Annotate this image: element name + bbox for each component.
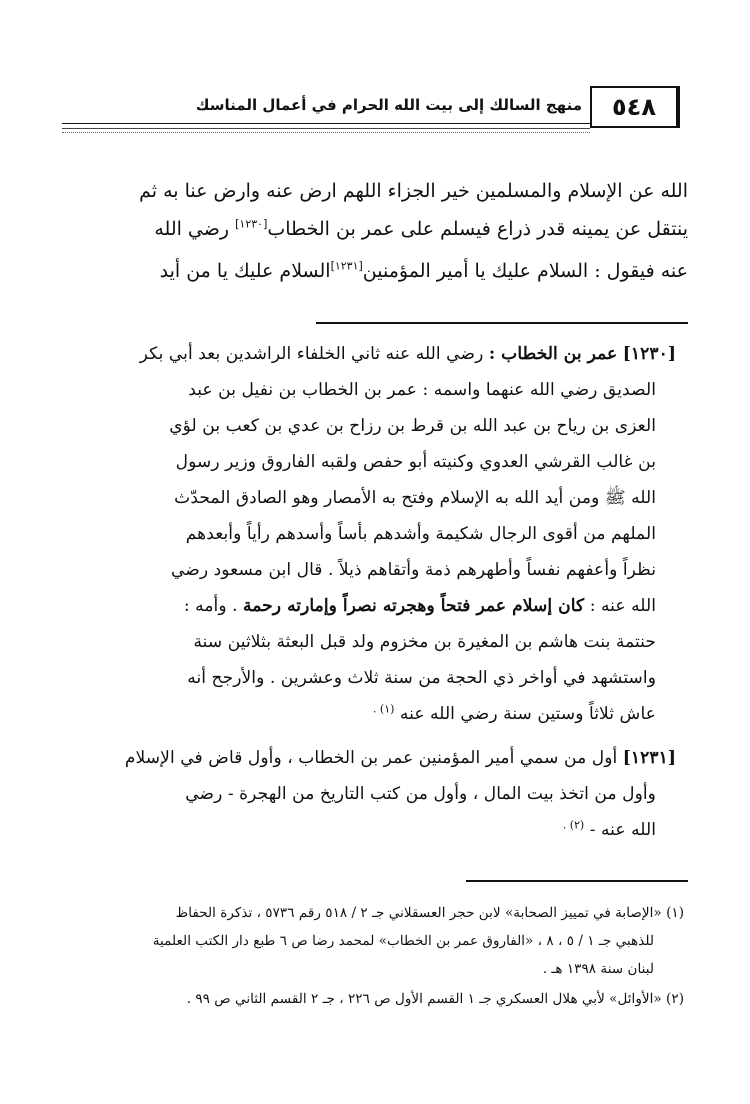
- note-ref: [١٢٣١]: [622, 748, 676, 768]
- note-1231-line: [١٢٣١] أول من سمي أمير المؤمنين عمر بن الخطاب ، وأول قاض في الإسلام: [124, 748, 676, 768]
- note-ref: [١٢٣٠]: [235, 217, 268, 231]
- footnote-marker: (١) .: [372, 702, 395, 716]
- note-1230-line: بن غالب القرشي العدوي وكنيته أبو حفص ولقبه الفاروق وزير رسول: [175, 452, 656, 472]
- note-1230-line: عاش ثلاثاً وستين سنة رضي الله عنه $^{(١) .}$: [372, 702, 656, 724]
- note-1230-line: الله عنه : كان إسلام عمر فتحاً وهجرته نصراً وإمارته رحمة . وأمه :: [183, 596, 656, 616]
- note-1230-line: الله ﷺ ومن أيد الله به الإسلام وفتح به الأمصار وهو الصادق المحدّث: [174, 488, 656, 508]
- footnote-2-line: (٢) «الأوائل» لأبي هلال العسكري جـ ١ القسم الأول ص ٢٢٦ ، جـ ٢ القسم الثاني ص ٩٩ .: [186, 991, 684, 1007]
- header-rule: [62, 128, 590, 129]
- note-ref: [١٢٣٠]: [622, 344, 676, 364]
- note-1231-line: وأول من اتخذ بيت المال ، وأول من كتب التاريخ من الهجرة - رضي: [185, 784, 656, 804]
- note-1230-line: الملهم من أقوى الرجال شكيمة وأشدهم بأساً وأسدهم رأياً وأبعدهم: [185, 524, 656, 544]
- footnote-1-line: (١) «الإصابة في تمييز الصحابة» لابن حجر العسقلاني جـ ٢ / ٥١٨ رقم ٥٧٣٦ ، تذكرة الحفاظ: [175, 905, 684, 921]
- note-1230-line: [١٢٣٠] عمر بن الخطاب : رضي الله عنه ثاني الخلفاء الراشدين بعد أبي بكر: [139, 344, 676, 364]
- note-1230-line: الصديق رضي الله عنهما واسمه : عمر بن الخطاب بن نفيل بن عبد: [188, 380, 656, 400]
- body-line: عنه فيقول : السلام عليك يا أمير المؤمنين[١٢٣١]السلام عليك يا من أيد: [159, 259, 688, 282]
- footnote-1-line: للذهبي جـ ١ / ٥ ، ٨ ، «الفاروق عمر بن الخطاب» لمحمد رضا ص ٦ طبع دار الكتب العلمية: [152, 933, 654, 949]
- running-header-title: منهج السالك إلى بيت الله الحرام في أعمال المناسك: [195, 96, 582, 114]
- note-1230-line: العزى بن رياح بن عبد الله بن قرط بن رزاح بن عدي بن كعب بن لؤي: [169, 416, 656, 436]
- note-1231-line: الله عنه - $^{(٢) .}$: [562, 818, 656, 840]
- body-line: ينتقل عن يمينه قدر ذراع فيسلم على عمر بن الخطاب[١٢٣٠] رضي الله: [154, 217, 688, 240]
- header-rule: [62, 123, 590, 124]
- note-ref: [١٢٣١]: [330, 259, 363, 273]
- note-1230-line: حنتمة بنت هاشم بن المغيرة بن مخزوم ولد قبل البعثة بثلاثين سنة: [193, 632, 656, 652]
- page-number: ٥٤٨: [590, 86, 680, 128]
- body-line: الله عن الإسلام والمسلمين خير الجزاء اللهم ارض عنه وارض عنا به ثم: [139, 180, 688, 202]
- footnotes-separator: [466, 880, 688, 882]
- footnote-1-line: لبنان سنة ١٣٩٨ هـ .: [542, 961, 654, 977]
- notes-separator: [316, 322, 688, 324]
- footnote-marker: (٢) .: [562, 818, 585, 832]
- note-1230-line: نظراً وأعفهم نفساً وأطهرهم ذمة وأتقاهم ذيلاً . قال ابن مسعود رضي: [170, 560, 656, 580]
- note-1230-line: واستشهد في أواخر ذي الحجة من سنة ثلاث وعشرين . والأرجح أنه: [187, 668, 656, 688]
- note-headword: عمر بن الخطاب :: [488, 344, 618, 364]
- header-rule: [62, 132, 590, 133]
- quotation: كان إسلام عمر فتحاً وهجرته نصراً وإمارته رحمة: [243, 596, 585, 616]
